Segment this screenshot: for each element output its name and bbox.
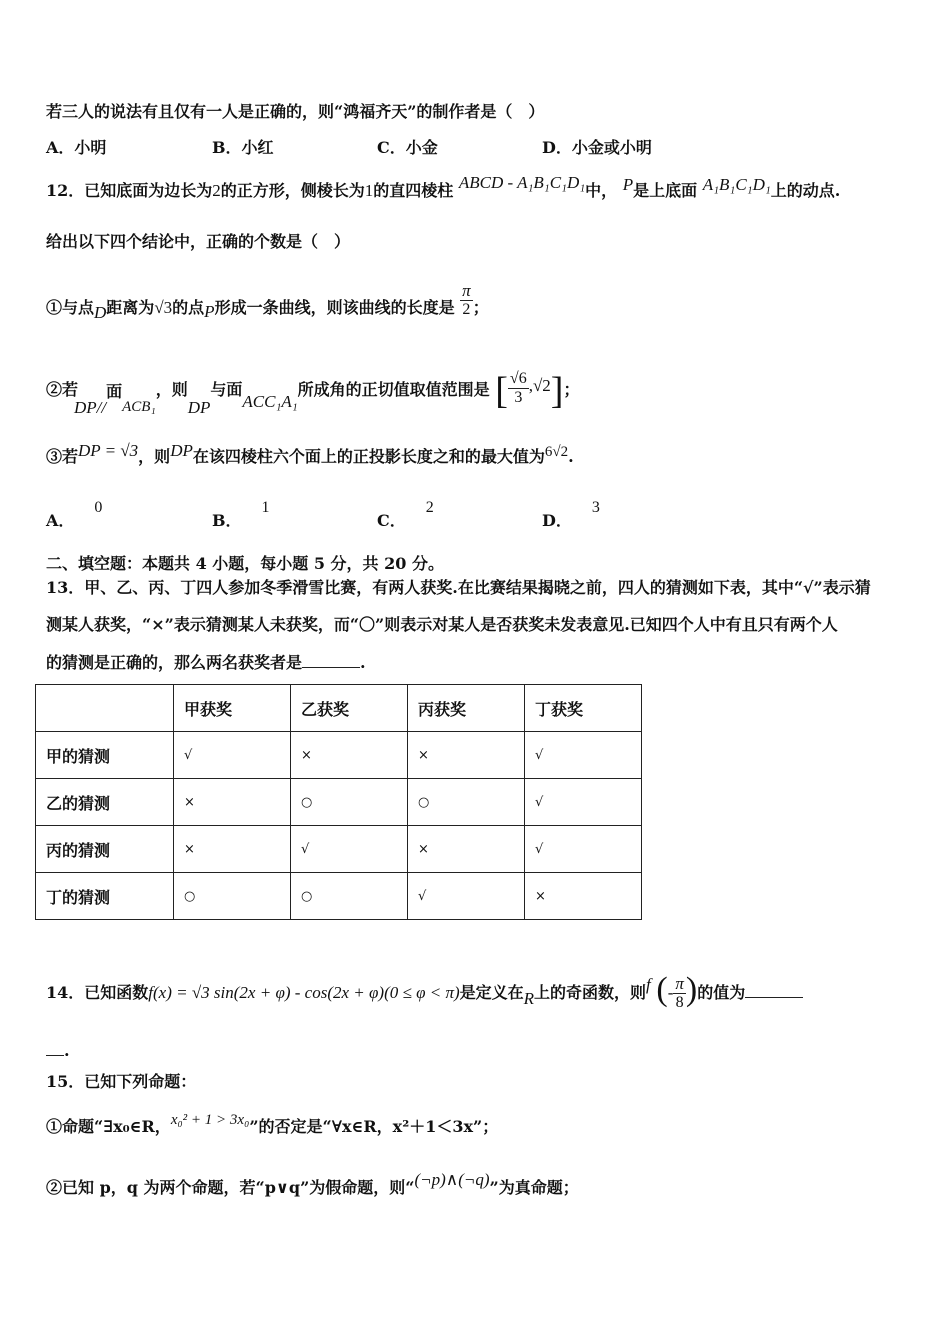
row-label: 甲的猜测	[36, 732, 174, 779]
table-cell: ×	[408, 732, 525, 779]
table-row	[36, 873, 642, 920]
row-label: 丁的猜测	[36, 873, 174, 920]
table-header-cell: 乙获奖	[291, 685, 408, 732]
q12-stem: 12．已知底面为边长为2的正方形，侧棱长为1的直四棱柱 ABCD - A₁B₁C₁D₁中， P是上底面 A₁B₁C₁D₁上的动点.	[46, 173, 841, 200]
row-label: 丙的猜测	[36, 826, 174, 873]
q12-option-b[interactable]: B．1	[212, 499, 270, 530]
q14-answer-blank-tail[interactable]	[46, 1041, 64, 1056]
q11-stem: 若三人的说法有且仅有一人是正确的，则“鸿福齐天”的制作者是（ ）	[46, 102, 545, 121]
table-header-row	[36, 685, 642, 732]
table-row	[36, 732, 642, 779]
table-cell: ×	[408, 826, 525, 873]
table-row	[36, 826, 642, 873]
q15-title: 15．已知下列命题：	[46, 1072, 197, 1091]
q12-option-a[interactable]: A．0	[46, 499, 103, 530]
table-cell: ×	[291, 732, 408, 779]
table-row	[36, 779, 642, 826]
q13-answer-blank[interactable]	[302, 651, 360, 668]
q11-option-a[interactable]: A．小明	[46, 138, 107, 157]
guess-table	[35, 684, 642, 920]
table-header-cell: 甲获奖	[174, 685, 291, 732]
q12-option-d[interactable]: D．3	[542, 499, 600, 530]
q13-line-1: 13．甲、乙、丙、丁四人参加冬季滑雪比赛，有两人获奖.在比赛结果揭晓之前，四人的猜测如下表，其中“√”表示猜	[46, 578, 871, 597]
q13-line-2: 测某人获奖，“×”表示猜测某人未获奖，而“〇”则表示对某人是否获奖未发表意见.已知四个人中有且只有两个人	[46, 615, 838, 634]
q12-statement-2: ②若DP//面ACB₁，则DP与面ACC₁A₁所成角的正切值取值范围是 [ $\frac{√6}{3}$ ,√2]；	[46, 370, 580, 417]
q14-stem: 14．已知函数f(x) = √3 sin(2x + φ) - cos(2x + φ)(0 ≤ φ < π)是定义在R上的奇函数，则f (- $\frac{\pi}{8}$ )的值为	[46, 975, 803, 1012]
table-cell: √	[174, 732, 291, 779]
q14-blank-continuation: .	[46, 1040, 70, 1062]
q12-option-c[interactable]: C．2	[377, 499, 434, 530]
table-cell: ×	[174, 779, 291, 826]
table-cell: ○	[174, 873, 291, 920]
table-cell: √	[525, 779, 642, 826]
q13-line-3: 的猜测是正确的，那么两名获奖者是 .	[46, 653, 366, 672]
q12-statement-1: ①与点D距离为√3的点P形成一条曲线，则该曲线的长度是 $\frac{\pi}{2}$ ；	[46, 281, 489, 322]
table-header-cell: 丁获奖	[525, 685, 642, 732]
table-cell: √	[525, 826, 642, 873]
q11-option-c[interactable]: C．小金	[377, 138, 438, 157]
table-cell: ×	[525, 873, 642, 920]
table-cell: √	[291, 826, 408, 873]
q11-option-d[interactable]: D．小金或小明	[542, 138, 652, 157]
q15-item-1: ①命题“∃x₀∈R，x₀² + 1 > 3x₀”的否定是“∀x∈R，x²＋1＜3x”；	[46, 1112, 499, 1136]
table-cell: ×	[174, 826, 291, 873]
table-cell: √	[408, 873, 525, 920]
q12-prompt: 给出以下四个结论中，正确的个数是（ ）	[46, 232, 351, 251]
q15-item-2: ②已知 p，q 为两个命题，若“p∨q”为假命题，则“(¬p)∧(¬q)”为真命题；	[46, 1170, 579, 1197]
table-cell: √	[525, 732, 642, 779]
section-heading: 二、填空题：本题共 4 小题，每小题 5 分，共 20 分。	[46, 554, 444, 573]
table-header-cell	[36, 685, 174, 732]
q14-answer-blank[interactable]	[745, 981, 803, 998]
table-cell: ○	[291, 779, 408, 826]
q12-statement-3: ③若DP = √3，则DP在该四棱柱六个面上的正投影长度之和的最大值为6√2.	[46, 441, 574, 466]
table-cell: ○	[408, 779, 525, 826]
q11-option-b[interactable]: B．小红	[212, 138, 274, 157]
table-cell: ○	[291, 873, 408, 920]
table-header-cell: 丙获奖	[408, 685, 525, 732]
row-label: 乙的猜测	[36, 779, 174, 826]
